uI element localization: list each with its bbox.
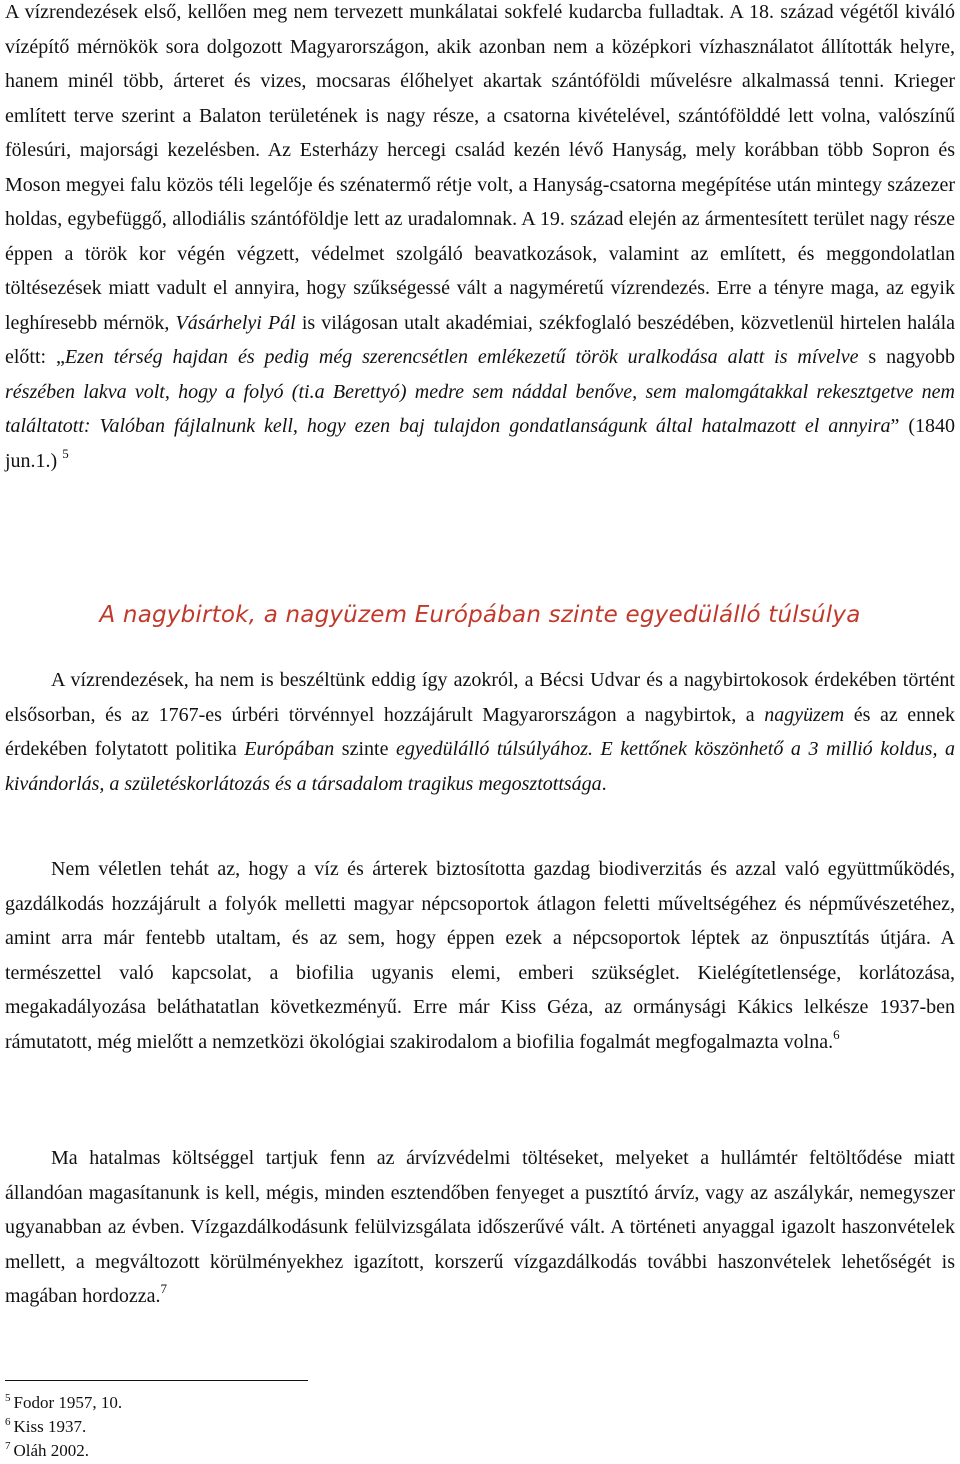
footnote-number: 7 — [5, 1440, 11, 1452]
footnote-number: 5 — [5, 1392, 11, 1404]
footnote-number: 6 — [5, 1416, 11, 1428]
paragraph-text: s nagyobb — [858, 346, 955, 368]
footnote-text: Fodor 1957, 10. — [13, 1393, 123, 1412]
quotation: Ezen térség hajdan és pedig még szerencsétlen emlékezetű török uralkodása alatt is mívelve — [64, 346, 859, 368]
footnote-reference[interactable]: 7 — [160, 1281, 167, 1296]
quotation: részében lakva volt, hogy a folyó (ti.a Berettyó) medre sem náddal benőve, sem malomgátakkal rekesztgetve nem találtatott: Valóban fájlalnunk kell, hogy ezen baj tulajdon gondatlanságunk által hatalmazott el annyira — [5, 380, 955, 437]
footnote-text: Kiss 1937. — [13, 1417, 87, 1436]
paragraph-vizrendezesek-history — [5, 0, 955, 478]
emphasis-text: Európában — [244, 738, 335, 760]
paragraph-text: szinte — [334, 738, 397, 760]
paragraph-text: A vízrendezések első, kellően meg nem tervezett munkálatai sokfelé kudarcba fulladtak. A 18. század végétől kiváló vízépítő mérnökök sora dolgozott Magyarországon, akik azonban nem a középkori vízhasználatot állították helyre, hanem minél több, árteret és vizes, mocsaras élőhelyet akartak szántóföldi művelésre alkalmassá tenni. Krieger említett terve szerint a Balaton területének is nagy része, a csatorna kivételével, szántófölddé lett volna, valószínű fölesúri, majorsági kezelésben. Az Esterházy hercegi család kezén lévő Hanyság, mely korábban több Sopron és Moson megyei falu közös téli legelője és szénatermő rétje volt, a Hanyság-csatorna megépítése után mintegy százezer holdas, egybefüggő, allodiális szántóföldje lett az uradalomnak. A 19. század elején az ármentesített terület nagy része éppen a török kor végén végzett, védelmet szolgáló beavatkozások, valamint az említett, és meggondolatlan töltésezések miatt vadult el annyira, hogy szűkségessé vált a nagyméretű vízrendezés. Erre a tényre maga, az egyik leghíresebb mérnök, — [5, 1, 955, 334]
footnote-reference[interactable]: 6 — [833, 1026, 840, 1042]
footnote-separator — [5, 1380, 308, 1381]
paragraph-text: is világosan utalt akadémiai, székfoglaló beszédében, közvetlenül hirtelen halála előtt: „ — [5, 311, 956, 368]
footnote-item — [5, 1439, 122, 1463]
paragraph-text: . — [601, 772, 607, 795]
paragraph-nagybirtok — [5, 663, 955, 801]
paragraph-arvizvedelem — [5, 1141, 955, 1314]
footnote-item — [5, 1391, 122, 1415]
footnote-text: Oláh 2002. — [13, 1441, 90, 1460]
paragraph-biofilia — [5, 852, 955, 1059]
paragraph-text: Ma hatalmas költséggel tartjuk fenn az árvízvédelmi töltéseket, melyeket a hullámtér feltöltődése miatt állandóan magasítanunk is kell, mégis, minden esztendőben fenyeget a pusztító árvíz, vagy az aszálykár, nemegyszer ugyanabban az évben. Vízgazdálkodásunk felülvizsgálata időszerűvé vált. A történeti anyaggal igazolt haszonvételek mellett, a megváltozott körülményekhez igazított, korszerű vízgazdálkodás további haszonvételek lehetőségét is magában hordozza. — [5, 1147, 955, 1307]
section-heading: A nagybirtok, a nagyüzem Európában szinte egyedülálló túlsúlya — [99, 602, 861, 628]
paragraph-text: és az ennek érdekében folytatott politika — [5, 703, 955, 760]
footnotes — [5, 1391, 122, 1463]
footnote-reference[interactable]: 5 — [62, 445, 69, 461]
person-name: Vásárhelyi Pál — [175, 311, 296, 334]
emphasis-text: nagyüzem — [764, 703, 845, 726]
paragraph-text: Nem véletlen tehát az, hogy a víz és árterek biztosította gazdag biodiverzitás és azzal való együttműködés, gazdálkodás hozzájárult a folyók melletti magyar népcsoportok átlagon feletti műveltségéhez és népművészetéhez, amint arra már fentebb utaltam, és az sem, hogy éppen ezek a népcsoportok léptek az önpusztítás útjára. A természettel való kapcsolat, a biofilia ugyanis elemi, emberi szükséglet. Kielégítetlensége, korlátozása, megakadályozása beláthatatlan következményű. Erre már Kiss Géza, az ormánysági Kákics lelkésze 1937-ben rámutatott, még mielőtt a nemzetközi ökológiai szakirodalom a biofilia fogalmát megfogalmazta volna. — [5, 858, 955, 1053]
paragraph-text: ” (1840 jun.1.) — [5, 415, 955, 472]
footnote-item — [5, 1415, 122, 1439]
emphasis-text: egyedülálló túlsúlyához. E kettőnek köszönhető a 3 millió koldus, a kivándorlás, a születéskorlátozás és a társadalom tragikus megosztottsága — [5, 738, 956, 795]
paragraph-text: A vízrendezések, ha nem is beszéltünk eddig így azokról, a Bécsi Udvar és a nagybirtokosok érdekében történt elsősorban, és az 1767-es úrbéri törvénnyel hozzájárult Magyarországon a nagybirtok, a — [5, 669, 955, 726]
